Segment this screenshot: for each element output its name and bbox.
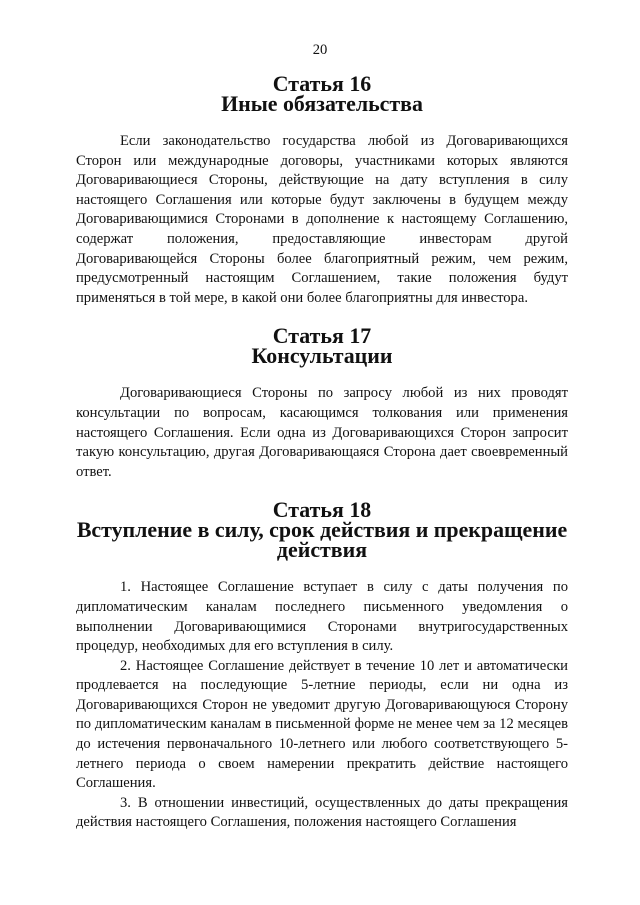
page-number: 20: [312, 42, 328, 58]
article-title: Иные обязательства: [221, 91, 423, 116]
article-heading: [76, 71, 568, 116]
paragraph: Договаривающиеся Стороны по запросу любой из них проводят консультации по вопросам, касающимся толкования или применения настоящего Соглашения. Если одна из Договаривающихся Сторон запросит такую консультацию, другая Договаривающаяся Сторона дает своевременный ответ.: [76, 385, 568, 480]
paragraph: Если законодательство государства любой из Договаривающихся Сторон или международные договоры, участниками которых являются Договаривающиеся Стороны, действующие на дату вступления в силу настоящего Соглашения или которые будут заключены в будущем между Договаривающимися Сторонами в дополнение к настоящему Соглашению, содержат положения, предоставляющие инвесторам другой Договаривающейся Стороны более благоприятный режим, чем режим, предусмотренный настоящим Соглашением, такие положения будут применяться в той мере, в какой они более благоприятны для инвестора.: [76, 133, 568, 306]
article-title: Консультации: [251, 343, 393, 369]
article-title: Вступление в силу, срок действия и прекращение действия: [76, 517, 568, 563]
paragraph-clause-3: 3. В отношении инвестиций, осуществленных до даты прекращения действия настоящего Соглашения, положения настоящего Соглашения: [76, 794, 568, 831]
article-17: [76, 323, 568, 482]
article-heading: [76, 323, 568, 369]
paragraph-clause-2: 2. Настоящее Соглашение действует в течение 10 лет и автоматически продлевается на последующие 5-летние периоды, если ни одна из Договаривающихся Сторон не уведомит другую Договаривающуюся Сторону по дипломатическим каналам в письменной форме не менее чем за 12 месяцев до истечения первоначального 10-летнего или любого соответствующего 5-летнего периода о своем намерении прекратить действие настоящего Соглашения.: [76, 657, 568, 792]
article-heading: [76, 497, 568, 563]
article-18: [76, 497, 568, 833]
article-16: [76, 71, 568, 308]
article-number: Статья 16: [272, 71, 372, 96]
paragraph-clause-1: 1. Настоящее Соглашение вступает в силу с даты получения по дипломатическим каналам последнего письменного уведомления о выполнении Договаривающимися Сторонами внутригосударственных процедур, необходимых для его вступления в силу.: [76, 579, 568, 655]
article-number: Статья 18: [272, 497, 372, 523]
article-number: Статья 17: [272, 323, 372, 349]
document-body: [76, 71, 568, 833]
